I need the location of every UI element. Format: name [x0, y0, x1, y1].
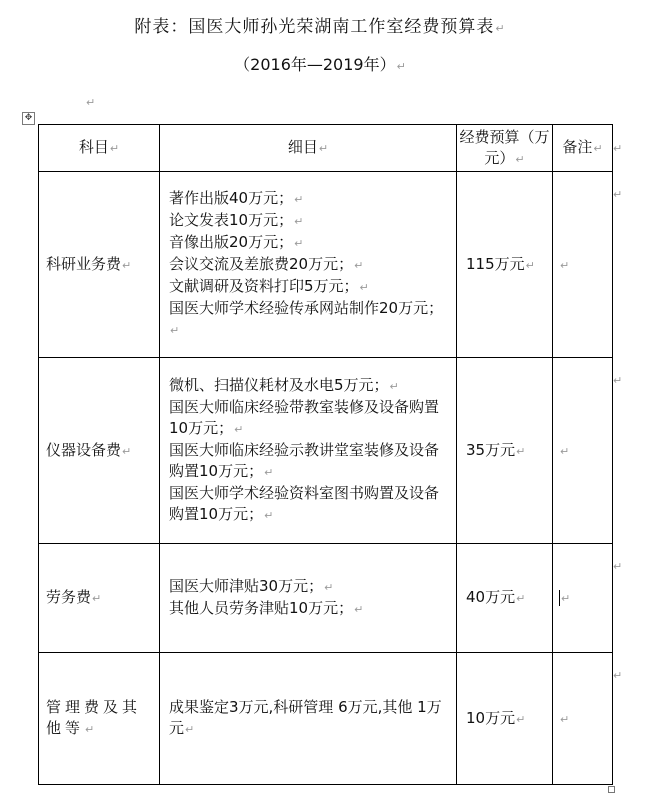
row-subject[interactable]: 管理费及其他等↵ [39, 653, 160, 785]
row-details[interactable] [160, 544, 457, 653]
row-details[interactable] [160, 358, 457, 544]
table-row [39, 544, 613, 653]
document-subtitle: （2016年—2019年）↵ [234, 55, 406, 74]
detail-line: 会议交流及差旅费20万元；↵ [169, 255, 364, 273]
header-subject: 科目↵ [39, 125, 160, 172]
detail-line: 成果鉴定3万元,科研管理 6万元,其他 1万元↵ [169, 698, 442, 737]
row-remark[interactable]: ↵ [553, 653, 613, 785]
text-cursor [559, 590, 560, 606]
table-row [39, 653, 613, 785]
header-budget: 经费预算（万元）↵ [457, 125, 553, 172]
detail-line: 国医大师学术经验资料室图书购置及设备购置10万元；↵ [169, 484, 440, 523]
row-details[interactable] [160, 172, 457, 358]
row-end-mark-icon: ↵ [613, 560, 623, 573]
detail-line: 其他人员劳务津贴10万元；↵ [169, 599, 364, 617]
row-subject[interactable]: 劳务费↵ [39, 544, 160, 653]
table-row [39, 358, 613, 544]
row-amount[interactable]: 35万元↵ [457, 358, 553, 544]
budget-table [38, 124, 613, 785]
row-end-mark-icon: ↵ [613, 188, 623, 201]
paragraph-mark-icon: ↵ [86, 96, 96, 109]
detail-line: 文献调研及资料打印5万元；↵ [169, 277, 369, 295]
row-remark[interactable]: ↵ [553, 358, 613, 544]
paragraph-mark-icon: ↵ [396, 60, 406, 73]
detail-line: 国医大师津贴30万元；↵ [169, 577, 334, 595]
detail-line: 国医大师临床经验带教室装修及设备购置10万元；↵ [169, 398, 440, 437]
row-amount[interactable]: 10万元↵ [457, 653, 553, 785]
row-end-mark-icon: ↵ [613, 374, 623, 387]
row-end-mark-icon: ↵ [613, 669, 623, 682]
row-subject[interactable]: 仪器设备费↵ [39, 358, 160, 544]
document-title: 附表：国医大师孙光荣湖南工作室经费预算表↵ [134, 17, 506, 37]
row-remark[interactable]: ↵ [553, 172, 613, 358]
detail-line: 音像出版20万元；↵ [169, 233, 304, 251]
detail-line: 著作出版40万元；↵ [169, 189, 304, 207]
row-end-mark-icon: ↵ [613, 142, 623, 155]
table-header-row [39, 125, 613, 172]
table-move-handle-icon[interactable]: ✥ [22, 112, 35, 125]
row-amount[interactable]: 40万元↵ [457, 544, 553, 653]
row-details[interactable] [160, 653, 457, 785]
detail-line: 国医大师学术经验传承网站制作20万元；↵ [169, 299, 444, 337]
detail-line: 微机、扫描仪耗材及水电5万元；↵ [169, 376, 399, 394]
detail-line: 论文发表10万元；↵ [169, 211, 304, 229]
row-remark[interactable]: ↵ [553, 544, 613, 653]
header-remark: 备注↵ [553, 125, 613, 172]
row-amount[interactable]: 115万元↵ [457, 172, 553, 358]
paragraph-mark-icon: ↵ [495, 22, 506, 35]
header-detail: 细目↵ [160, 125, 457, 172]
detail-line: 国医大师临床经验示教讲堂室装修及设备购置10万元；↵ [169, 441, 440, 480]
table-row [39, 172, 613, 358]
row-subject[interactable]: 科研业务费↵ [39, 172, 160, 358]
table-resize-handle-icon[interactable] [608, 786, 615, 793]
